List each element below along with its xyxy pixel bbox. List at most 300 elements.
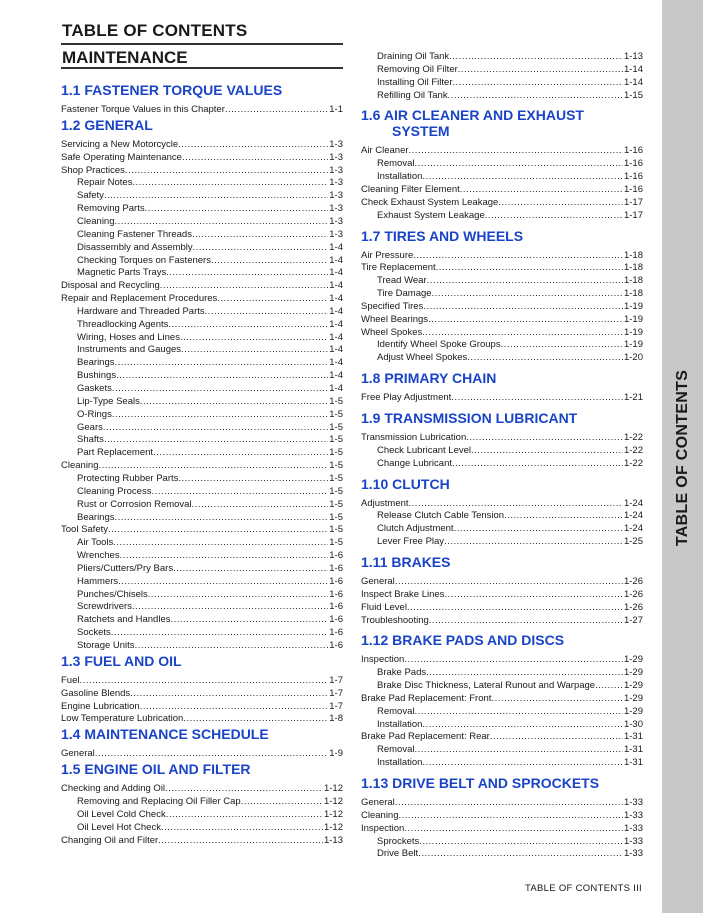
toc-entry[interactable]: [77, 306, 343, 318]
toc-entry-title: Troubleshooting: [361, 614, 429, 626]
toc-entry-page: 1-22: [623, 444, 643, 456]
toc-entry[interactable]: [377, 836, 643, 848]
toc-entry-page: 1-13: [323, 834, 343, 846]
toc-entry-title: Installation: [377, 757, 423, 769]
toc-entry[interactable]: [77, 267, 343, 279]
dot-leader: [108, 524, 328, 536]
dot-leader: [103, 422, 328, 434]
toc-entry[interactable]: [61, 460, 343, 472]
dot-leader: [153, 447, 328, 459]
toc-entry-title: Cleaning: [361, 809, 399, 821]
toc-entry[interactable]: [377, 90, 643, 102]
toc-entry[interactable]: [361, 589, 643, 601]
toc-entry[interactable]: [77, 550, 343, 562]
toc-entry[interactable]: [361, 432, 643, 444]
toc-entry-title: Inspection: [361, 822, 405, 834]
toc-entry-title: Bearings: [77, 511, 115, 523]
toc-entry-page: 1-22: [623, 457, 643, 469]
dot-leader: [132, 177, 328, 189]
toc-entry[interactable]: [361, 145, 643, 157]
toc-entry-page: 1-4: [329, 318, 343, 330]
toc-entry[interactable]: [361, 731, 643, 743]
toc-entry-title: Air Pressure: [361, 249, 414, 261]
toc-entry-page: 1-5: [329, 408, 343, 420]
toc-entry[interactable]: [77, 242, 343, 254]
dot-leader: [178, 139, 328, 151]
toc-entry[interactable]: [77, 344, 343, 356]
toc-entry-page: 1-3: [329, 138, 343, 150]
toc-entry[interactable]: [77, 357, 343, 369]
toc-entry-title: Wiring, Hoses and Lines: [77, 331, 180, 343]
toc-entry-page: 1-12: [323, 808, 343, 820]
toc-entry-page: 1-3: [329, 177, 343, 189]
dot-leader: [241, 796, 323, 808]
dot-leader: [104, 190, 328, 202]
toc-entry[interactable]: [377, 171, 643, 183]
dot-leader: [99, 460, 329, 472]
toc-entry-page: 1-9: [329, 748, 343, 760]
toc-entry-title: Wheel Spokes: [361, 326, 423, 338]
toc-entry[interactable]: [361, 498, 643, 510]
dot-leader: [426, 667, 623, 679]
toc-entry-page: 1-24: [623, 523, 643, 535]
toc-entry[interactable]: [361, 301, 643, 313]
toc-entry[interactable]: [77, 512, 343, 524]
toc-entry[interactable]: [77, 601, 343, 613]
toc-entry-page: 1-31: [623, 744, 643, 756]
toc-entry-title: General: [361, 575, 395, 587]
dot-leader: [193, 242, 329, 254]
toc-entry-title: Oil Level Cold Check: [77, 808, 166, 820]
toc-entry-page: 1-5: [329, 395, 343, 407]
dot-leader: [178, 473, 328, 485]
toc-entry-page: 1-1: [329, 104, 343, 115]
dot-leader: [118, 576, 328, 588]
toc-entry-page: 1-3: [329, 228, 343, 240]
dot-leader: [409, 498, 623, 510]
toc-entry[interactable]: [377, 352, 643, 364]
toc-entry-title: Check Lubricant Level: [377, 444, 471, 456]
toc-entry[interactable]: [77, 203, 343, 215]
dot-leader: [451, 392, 623, 404]
toc-entry[interactable]: [77, 216, 343, 228]
dot-leader: [132, 601, 328, 613]
toc-entry-page: 1-18: [623, 288, 643, 300]
toc-entry[interactable]: [61, 675, 343, 687]
toc-entry[interactable]: [361, 823, 643, 835]
toc-entry[interactable]: [361, 327, 643, 339]
toc-entry-title: Draining Oil Tank: [377, 51, 450, 62]
toc-entry-title: Checking Torques on Fasteners: [77, 254, 211, 266]
dot-leader: [399, 810, 623, 822]
toc-entry-title: Removal: [377, 705, 415, 717]
toc-entry[interactable]: [361, 250, 643, 262]
toc-entry-title: Lever Free Play: [377, 536, 445, 548]
toc-entry[interactable]: [377, 339, 643, 351]
section-heading: 1.5 ENGINE OIL AND FILTER: [61, 761, 251, 778]
toc-entry[interactable]: [361, 615, 643, 627]
toc-entry[interactable]: [77, 255, 343, 267]
dot-leader: [504, 510, 623, 522]
toc-entry-title: Oil Level Hot Check: [77, 821, 161, 833]
toc-entry[interactable]: [361, 262, 643, 274]
toc-entry[interactable]: [377, 680, 643, 692]
toc-entry[interactable]: [77, 640, 343, 652]
toc-entry[interactable]: [377, 210, 643, 222]
dot-leader: [404, 823, 623, 835]
toc-entry-page: 1-24: [623, 497, 643, 509]
toc-entry-title: Cleaning Filter Element: [361, 183, 460, 195]
dot-leader: [491, 693, 623, 705]
toc-entry[interactable]: [77, 422, 343, 434]
toc-entry-page: 1-7: [329, 674, 343, 686]
toc-entry[interactable]: [61, 280, 343, 292]
toc-entry-page: 1-29: [623, 667, 643, 679]
toc-entry-page: 1-19: [623, 339, 643, 351]
toc-entry-title: Transmission Lubrication: [361, 432, 467, 443]
toc-entry-title: Removing and Replacing Oil Filler Cap: [77, 795, 241, 807]
toc-entry-title: Shafts: [77, 434, 104, 446]
toc-entry-title: Bushings: [77, 370, 117, 382]
toc-entry-page: 1-4: [329, 280, 343, 292]
toc-entry[interactable]: [377, 158, 643, 170]
dot-leader: [415, 706, 623, 718]
toc-entry-page: 1-33: [623, 848, 643, 860]
toc-entry[interactable]: [377, 510, 643, 522]
toc-entry[interactable]: [77, 409, 343, 421]
toc-entry-title: Safe Operating Maintenance: [61, 151, 182, 163]
dot-leader: [115, 357, 329, 369]
toc-entry-title: Brake Pads: [377, 667, 427, 679]
toc-entry-page: 1-31: [623, 757, 643, 769]
toc-entry[interactable]: [61, 688, 343, 700]
dot-leader: [422, 171, 623, 183]
toc-entry[interactable]: [77, 332, 343, 344]
toc-entry-title: Engine Lubrication: [61, 700, 140, 712]
toc-entry-page: 1-7: [329, 687, 343, 699]
toc-entry[interactable]: [361, 197, 643, 209]
toc-entry-page: 1-6: [329, 588, 343, 600]
toc-entry-title: Repair and Replacement Procedures: [61, 293, 218, 305]
dot-leader: [225, 104, 328, 116]
dot-leader: [111, 627, 328, 639]
toc-entry[interactable]: [61, 701, 343, 713]
toc-entry-title: Lip-Type Seals: [77, 395, 140, 407]
dot-leader: [104, 434, 328, 446]
toc-entry[interactable]: [61, 835, 343, 847]
toc-entry[interactable]: [61, 152, 343, 164]
toc-entry[interactable]: [377, 744, 643, 756]
dot-leader: [112, 409, 328, 421]
dot-leader: [79, 675, 328, 687]
toc-entry[interactable]: [77, 177, 343, 189]
dot-leader: [151, 486, 328, 498]
dot-leader: [467, 352, 623, 364]
section-heading: 1.10 CLUTCH: [361, 475, 450, 492]
side-tab: [662, 0, 703, 913]
toc-entry-page: 1-6: [329, 640, 343, 651]
toc-entry-page: 1-12: [323, 783, 343, 795]
toc-entry[interactable]: [77, 589, 343, 601]
toc-entry-page: 1-20: [623, 352, 643, 364]
toc-entry[interactable]: [77, 486, 343, 498]
dot-leader: [165, 783, 323, 795]
toc-entry-page: 1-16: [623, 145, 643, 157]
toc-entry-page: 1-4: [329, 267, 343, 279]
toc-entry-title: Adjustment: [361, 497, 409, 509]
toc-entry-page: 1-29: [623, 705, 643, 717]
toc-entry[interactable]: [377, 719, 643, 731]
toc-entry[interactable]: [361, 576, 643, 588]
toc-entry-title: Cleaning Process: [77, 485, 152, 497]
toc-entry[interactable]: [377, 51, 643, 63]
toc-entry-page: 1-5: [329, 472, 343, 484]
toc-entry[interactable]: [77, 370, 343, 382]
toc-entry-title: Tool Safety: [61, 524, 108, 536]
toc-entry[interactable]: [77, 396, 343, 408]
toc-entry[interactable]: [77, 383, 343, 395]
toc-entry[interactable]: [77, 499, 343, 511]
toc-entry-title: Drive Belt: [377, 848, 419, 860]
toc-entry[interactable]: [77, 563, 343, 575]
toc-entry[interactable]: [377, 757, 643, 769]
toc-entry-title: Tire Replacement: [361, 262, 436, 274]
toc-entry-title: Removal: [377, 744, 415, 756]
dot-leader: [180, 332, 328, 344]
toc-entry-page: 1-5: [329, 485, 343, 497]
toc-entry-title: Clutch Adjustment: [377, 523, 454, 535]
toc-entry-page: 1-14: [623, 63, 643, 75]
toc-entry[interactable]: [61, 748, 343, 760]
toc-entry[interactable]: [377, 523, 643, 535]
toc-entry-title: Punches/Chisels: [77, 588, 148, 600]
side-tab-label: TABLE OF CONTENTS: [673, 369, 691, 547]
dot-leader: [181, 344, 328, 356]
toc-entry-page: 1-3: [329, 215, 343, 227]
toc-entry-title: Servicing a New Motorcycle: [61, 138, 179, 150]
toc-entry[interactable]: [77, 190, 343, 202]
toc-entry-title: Removing Parts: [77, 203, 145, 215]
toc-entry[interactable]: [77, 627, 343, 639]
dot-leader: [501, 339, 623, 351]
toc-entry[interactable]: [377, 77, 643, 89]
toc-entry[interactable]: [377, 64, 643, 76]
dot-leader: [116, 370, 328, 382]
toc-entry-title: Sprockets: [377, 835, 420, 847]
dot-leader: [485, 210, 623, 222]
toc-entry-page: 1-29: [623, 654, 643, 666]
dot-leader: [166, 267, 328, 279]
toc-entry-title: Part Replacement: [77, 447, 154, 459]
dot-leader: [423, 301, 623, 313]
toc-entry[interactable]: [377, 445, 643, 457]
toc-entry[interactable]: [361, 392, 643, 404]
toc-entry[interactable]: [361, 693, 643, 705]
toc-entry-page: 1-13: [623, 51, 643, 62]
dot-leader: [422, 719, 623, 731]
toc-entry-title: Exhaust System Leakage: [377, 209, 485, 221]
toc-entry[interactable]: [61, 293, 343, 305]
dot-leader: [595, 680, 623, 692]
chapter-title: MAINTENANCE: [62, 48, 188, 67]
dot-leader: [452, 458, 623, 470]
toc-entry[interactable]: [77, 319, 343, 331]
toc-entry-page: 1-5: [329, 460, 343, 472]
toc-entry-page: 1-17: [623, 209, 643, 221]
dot-leader: [173, 563, 328, 575]
toc-entry[interactable]: [61, 165, 343, 177]
page-footer: TABLE OF CONTENTS III: [525, 883, 642, 894]
dot-leader: [161, 822, 323, 834]
toc-entry-title: Shop Practices: [61, 164, 125, 176]
toc-entry[interactable]: [77, 434, 343, 446]
toc-entry-page: 1-5: [329, 434, 343, 446]
toc-entry-title: Cleaning Fastener Threads: [77, 228, 192, 240]
dot-leader: [113, 537, 328, 549]
section-heading: 1.3 FUEL AND OIL: [61, 652, 182, 669]
toc-entry[interactable]: [361, 810, 643, 822]
toc-entry[interactable]: [377, 275, 643, 287]
toc-entry[interactable]: [77, 822, 343, 834]
dot-leader: [490, 731, 623, 743]
dot-leader: [460, 184, 623, 196]
toc-entry[interactable]: [77, 809, 343, 821]
toc-entry-title: Fuel: [61, 674, 80, 686]
toc-entry-title: Protecting Rubber Parts: [77, 472, 179, 484]
toc-entry-title: Fastener Torque Values in this Chapter: [61, 104, 225, 115]
dot-leader: [158, 835, 323, 847]
dot-leader: [415, 158, 623, 170]
dot-leader: [130, 688, 328, 700]
toc-entry[interactable]: [377, 288, 643, 300]
toc-entry-title: Instruments and Gauges: [77, 344, 182, 356]
toc-entry-page: 1-7: [329, 700, 343, 712]
toc-entry-page: 1-26: [623, 601, 643, 613]
toc-entry-title: Storage Units: [77, 640, 135, 651]
toc-entry[interactable]: [361, 797, 643, 809]
toc-entry[interactable]: [77, 447, 343, 459]
toc-entry[interactable]: [61, 713, 343, 725]
toc-entry-page: 1-27: [623, 614, 643, 626]
section-heading: 1.11 BRAKES: [361, 553, 451, 570]
toc-entry-title: Check Exhaust System Leakage: [361, 196, 499, 208]
toc-entry[interactable]: [377, 536, 643, 548]
toc-entry-page: 1-6: [329, 550, 343, 562]
toc-entry-page: 1-4: [329, 293, 343, 305]
toc-entry[interactable]: [77, 796, 343, 808]
toc-entry[interactable]: [377, 848, 643, 860]
toc-entry[interactable]: [61, 524, 343, 536]
dot-leader: [415, 744, 623, 756]
toc-entry-page: 1-19: [623, 313, 643, 325]
dot-leader: [427, 275, 623, 287]
toc-entry-title: O-Rings: [77, 408, 112, 420]
toc-entry-page: 1-18: [623, 262, 643, 274]
toc-entry-title: Disposal and Recycling: [61, 280, 160, 292]
toc-entry-page: 1-3: [329, 151, 343, 163]
toc-entry-page: 1-6: [329, 601, 343, 613]
toc-entry[interactable]: [77, 614, 343, 626]
toc-entry-page: 1-29: [623, 680, 643, 692]
toc-entry-title: Sockets: [77, 627, 111, 639]
toc-entry-page: 1-29: [623, 692, 643, 704]
toc-entry-title: Changing Oil and Filter: [61, 834, 159, 846]
toc-entry[interactable]: [61, 139, 343, 151]
page-title: TABLE OF CONTENTS: [62, 21, 248, 40]
toc-entry[interactable]: [377, 706, 643, 718]
toc-entry-title: Brake Pad Replacement: Front: [361, 692, 492, 704]
toc-entry-title: Brake Disc Thickness, Lateral Runout and Warpage: [377, 680, 596, 692]
dot-leader: [444, 536, 623, 548]
toc-entry-title: Tread Wear: [377, 275, 427, 287]
section-heading: 1.4 MAINTENANCE SCHEDULE: [61, 726, 269, 743]
dot-leader: [395, 576, 623, 588]
dot-leader: [170, 614, 328, 626]
toc-entry[interactable]: [77, 576, 343, 588]
toc-entry-page: 1-6: [329, 562, 343, 574]
dot-leader: [404, 654, 623, 666]
toc-entry-title: General: [61, 748, 95, 760]
toc-entry[interactable]: [361, 314, 643, 326]
dot-leader: [448, 90, 623, 102]
toc-entry-page: 1-16: [623, 171, 643, 183]
section-heading: 1.8 PRIMARY CHAIN: [361, 370, 497, 387]
toc-entry[interactable]: [377, 458, 643, 470]
dot-leader: [166, 809, 323, 821]
dot-leader: [140, 701, 329, 713]
toc-entry-title: Release Clutch Cable Tension: [377, 510, 505, 522]
toc-entry-title: Hardware and Threaded Parts: [77, 305, 205, 317]
toc-entry[interactable]: [77, 537, 343, 549]
toc-entry-title: Removal: [377, 158, 415, 170]
toc-entry-title: Gasoline Blends: [61, 687, 131, 699]
toc-entry[interactable]: [77, 473, 343, 485]
dot-leader: [418, 848, 623, 860]
dot-leader: [115, 512, 329, 524]
toc-entry-title: Installing Oil Filter: [377, 76, 453, 88]
toc-entry[interactable]: [77, 229, 343, 241]
dot-leader: [449, 51, 623, 63]
toc-entry-title: Fluid Level: [361, 601, 407, 613]
toc-entry-title: Cleaning: [77, 215, 115, 227]
toc-entry-title: Specified Tires: [361, 300, 424, 312]
toc-entry-page: 1-16: [623, 158, 643, 170]
dot-leader: [140, 396, 328, 408]
toc-entry[interactable]: [61, 104, 343, 116]
toc-entry[interactable]: [61, 783, 343, 795]
toc-entry-page: 1-3: [329, 164, 343, 176]
toc-entry-title: Gears: [77, 421, 103, 433]
title-divider: [61, 43, 343, 45]
toc-entry-page: 1-17: [623, 196, 643, 208]
section-heading: 1.1 FASTENER TORQUE VALUES: [61, 82, 283, 98]
toc-entry-title: Brake Pad Replacement: Rear: [361, 731, 490, 743]
toc-entry[interactable]: [377, 667, 643, 679]
toc-entry-title: Magnetic Parts Trays: [77, 267, 167, 279]
toc-entry-title: Refilling Oil Tank: [377, 89, 448, 101]
section-heading: 1.9 TRANSMISSION LUBRICANT: [361, 410, 578, 426]
toc-entry-page: 1-26: [623, 588, 643, 600]
toc-entry[interactable]: [361, 654, 643, 666]
dot-leader: [192, 229, 328, 241]
toc-entry-page: 1-4: [329, 357, 343, 369]
toc-entry-page: 1-5: [329, 498, 343, 510]
toc-entry[interactable]: [361, 184, 643, 196]
toc-entry[interactable]: [361, 602, 643, 614]
dot-leader: [211, 255, 328, 267]
section-heading: 1.13 DRIVE BELT AND SPROCKETS: [361, 775, 600, 791]
toc-entry-page: 1-30: [623, 718, 643, 730]
